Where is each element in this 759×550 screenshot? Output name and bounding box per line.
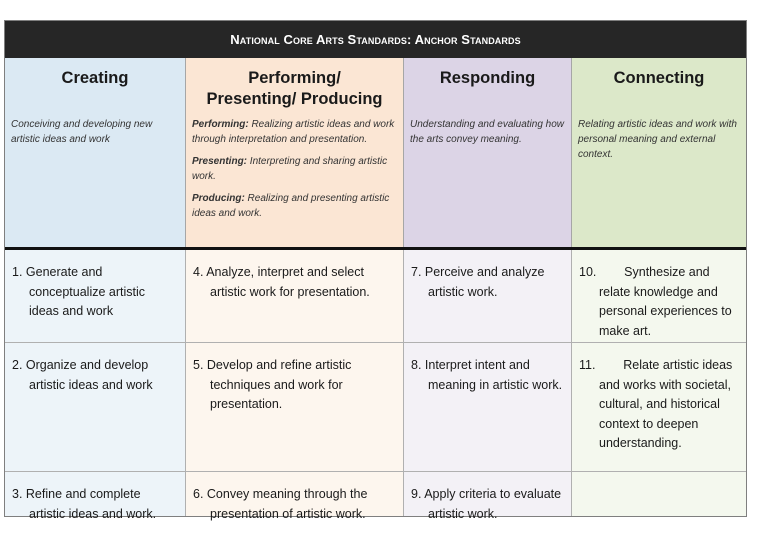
header-desc-connecting: Relating artistic ideas and work with personal meaning and external context. <box>578 119 737 160</box>
table-cell <box>404 250 572 343</box>
table-cell <box>186 472 404 521</box>
sub-text: Realizing and presenting artistic ideas and work. <box>192 193 390 219</box>
header-performing <box>186 58 404 247</box>
standard-11: 11. Relate artistic ideas and works with societal, cultural, and historical context to deepen understanding. <box>579 358 736 450</box>
table-cell <box>5 472 186 521</box>
sub-text: Realizing artistic ideas and work through interpretation and presentation. <box>192 119 395 145</box>
table-cell <box>5 343 186 472</box>
header-title-connecting: Connecting <box>613 69 705 87</box>
table-cell <box>5 250 186 343</box>
standard-3: 3. Refine and complete artistic ideas and work. <box>12 487 157 521</box>
header-sub-presenting <box>192 154 397 184</box>
header-responding <box>404 58 572 247</box>
header-sub-performing <box>192 117 397 147</box>
sub-term: Producing: <box>192 193 245 204</box>
sub-text: Interpreting and sharing artistic work. <box>192 156 388 182</box>
table-cell-empty <box>572 472 746 516</box>
table-title: National Core Arts Standards: Anchor Standards <box>5 21 746 58</box>
standard-10: 10. Synthesize and relate knowledge and personal experiences to make art. <box>579 265 736 338</box>
table-cell <box>572 343 746 472</box>
table-cell <box>572 250 746 343</box>
standard-9: 9. Apply criteria to evaluate artistic work. <box>411 487 562 521</box>
header-title-performing: Performing/ Presenting/ Producing <box>206 69 383 108</box>
standard-4: 4. Analyze, interpret and select artistic work for presentation. <box>193 265 370 299</box>
header-desc-creating: Conceiving and developing new artistic ideas and work <box>11 119 153 145</box>
standard-1: 1. Generate and conceptualize artistic ideas and work <box>12 265 146 318</box>
header-sub-producing <box>192 191 397 221</box>
table-cell <box>186 343 404 472</box>
anchor-standards-table <box>4 20 747 521</box>
table-cell <box>404 472 572 521</box>
standard-8: 8. Interpret intent and meaning in artistic work. <box>411 358 563 392</box>
table-cell <box>404 343 572 472</box>
header-title-creating: Creating <box>61 69 129 87</box>
sub-term: Performing: <box>192 119 249 130</box>
header-creating <box>5 58 186 247</box>
standard-5: 5. Develop and refine artistic techniques and work for presentation. <box>193 358 352 411</box>
standard-7: 7. Perceive and analyze artistic work. <box>411 265 545 299</box>
sub-term: Presenting: <box>192 156 248 167</box>
header-connecting <box>572 58 746 247</box>
standard-2: 2. Organize and develop artistic ideas and work <box>12 358 153 392</box>
header-desc-responding: Understanding and evaluating how the arts convey meaning. <box>410 119 564 145</box>
table-cell <box>186 250 404 343</box>
header-title-responding: Responding <box>439 69 536 87</box>
standard-6: 6. Convey meaning through the presentation of artistic work. <box>193 487 368 521</box>
